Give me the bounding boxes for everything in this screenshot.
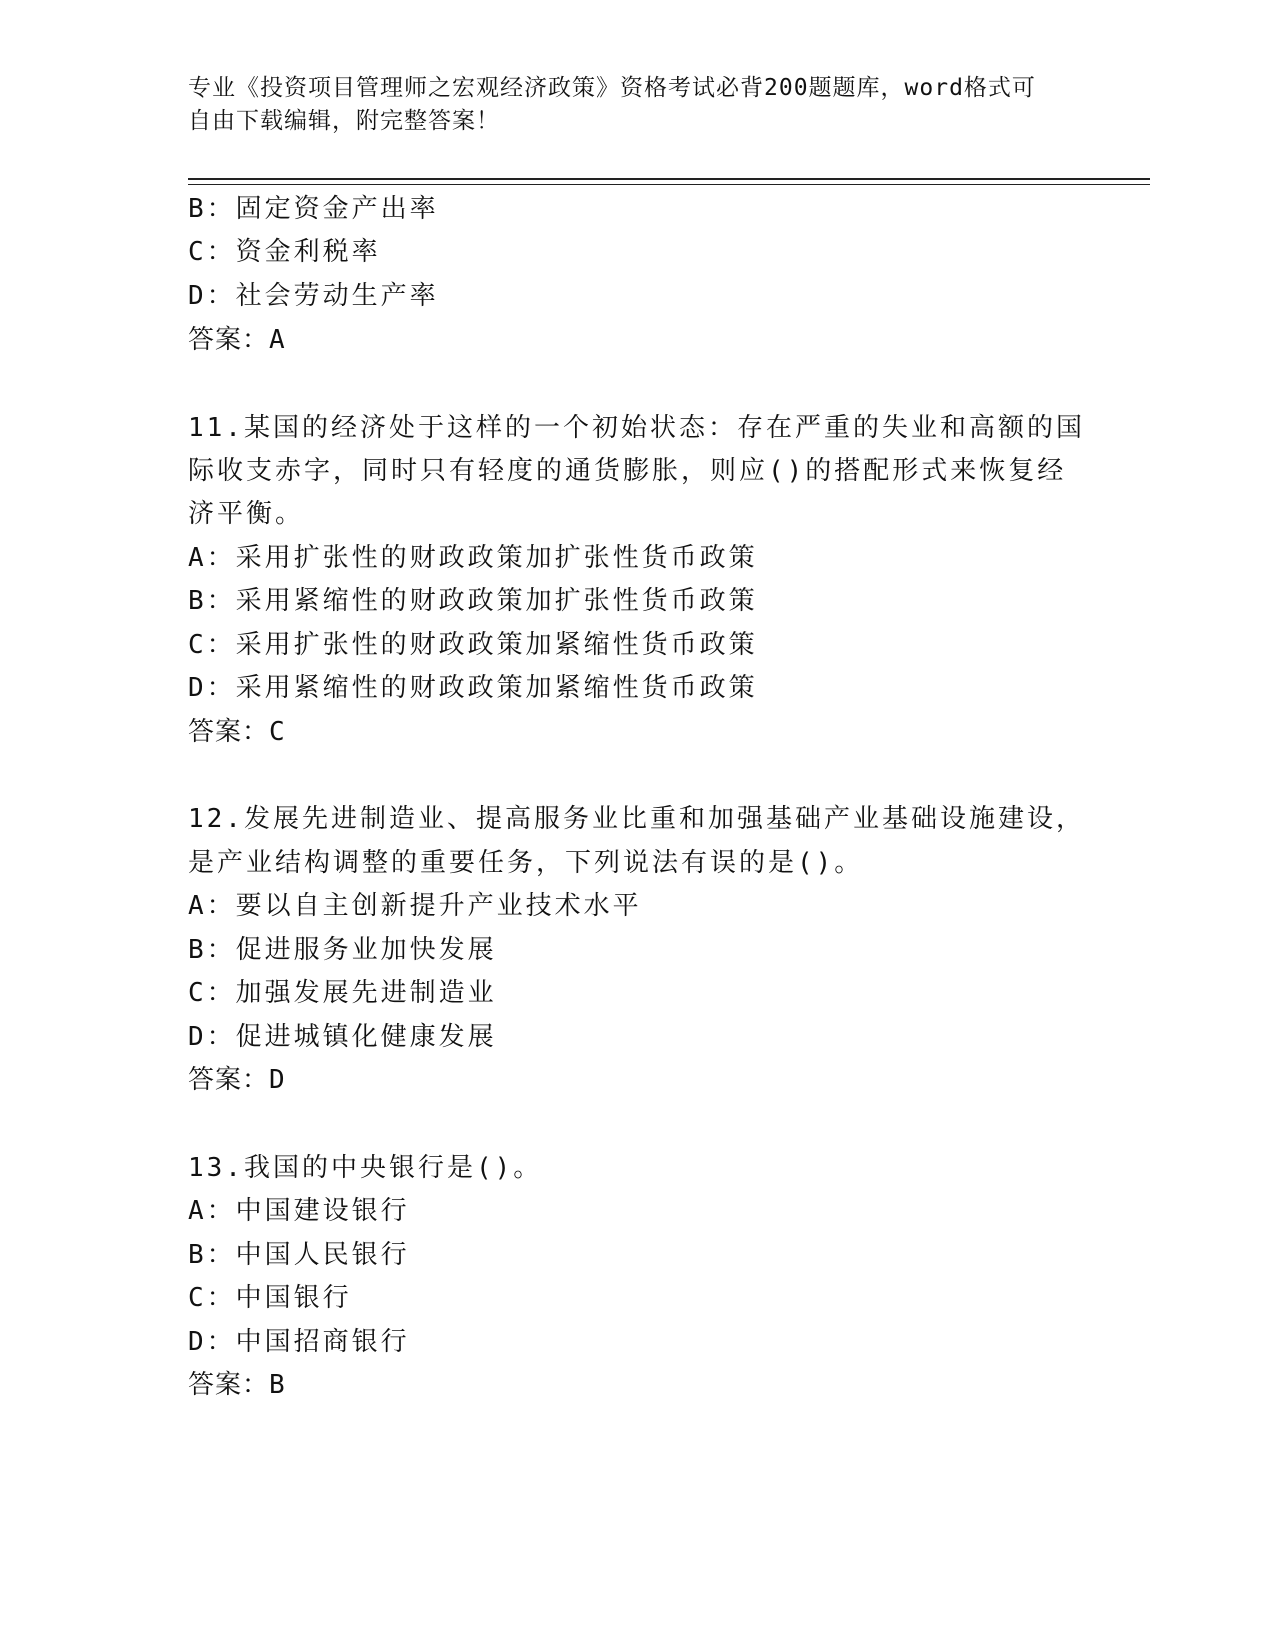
answer: 答案：C [188,717,286,747]
option-c: C：采用扩张性的财政政策加紧缩性货币政策 [188,630,758,660]
option-b: B：促进服务业加快发展 [188,935,497,965]
question-stem: 11.某国的经济处于这样的一个初始状态：存在严重的失业和高额的国 [188,413,1085,443]
option-c: C：中国银行 [188,1283,352,1313]
option-d: D：社会劳动生产率 [188,281,439,311]
option-d: D：采用紧缩性的财政政策加紧缩性货币政策 [188,673,758,703]
answer: 答案：B [188,1370,286,1400]
option-d: D：中国招商银行 [188,1327,410,1357]
option-c: C：加强发展先进制造业 [188,978,497,1008]
header-rule-thick [188,178,1150,180]
question-stem: 是产业结构调整的重要任务，下列说法有误的是()。 [188,848,864,878]
header-line-2: 自由下载编辑，附完整答案！ [188,108,500,134]
answer: 答案：D [188,1065,286,1095]
option-a: A：采用扩张性的财政政策加扩张性货币政策 [188,543,758,573]
option-d: D：促进城镇化健康发展 [188,1022,497,1052]
question-stem: 13.我国的中央银行是()。 [188,1153,543,1183]
header-line-1: 专业《投资项目管理师之宏观经济政策》资格考试必背200题题库，word格式可 [188,75,1036,101]
option-b: B：固定资金产出率 [188,194,439,224]
question-stem: 际收支赤字，同时只有轻度的通货膨胀，则应()的搭配形式来恢复经 [188,456,1067,486]
option-b: B：采用紧缩性的财政政策加扩张性货币政策 [188,586,758,616]
answer: 答案：A [188,325,286,355]
option-b: B：中国人民银行 [188,1240,410,1270]
option-c: C：资金利税率 [188,237,381,267]
question-stem: 12.发展先进制造业、提高服务业比重和加强基础产业基础设施建设， [188,804,1085,834]
header-rule-thin [188,184,1150,185]
option-a: A：要以自主创新提升产业技术水平 [188,891,642,921]
question-stem: 济平衡。 [188,499,305,529]
option-a: A：中国建设银行 [188,1196,410,1226]
document-header [188,72,1088,138]
